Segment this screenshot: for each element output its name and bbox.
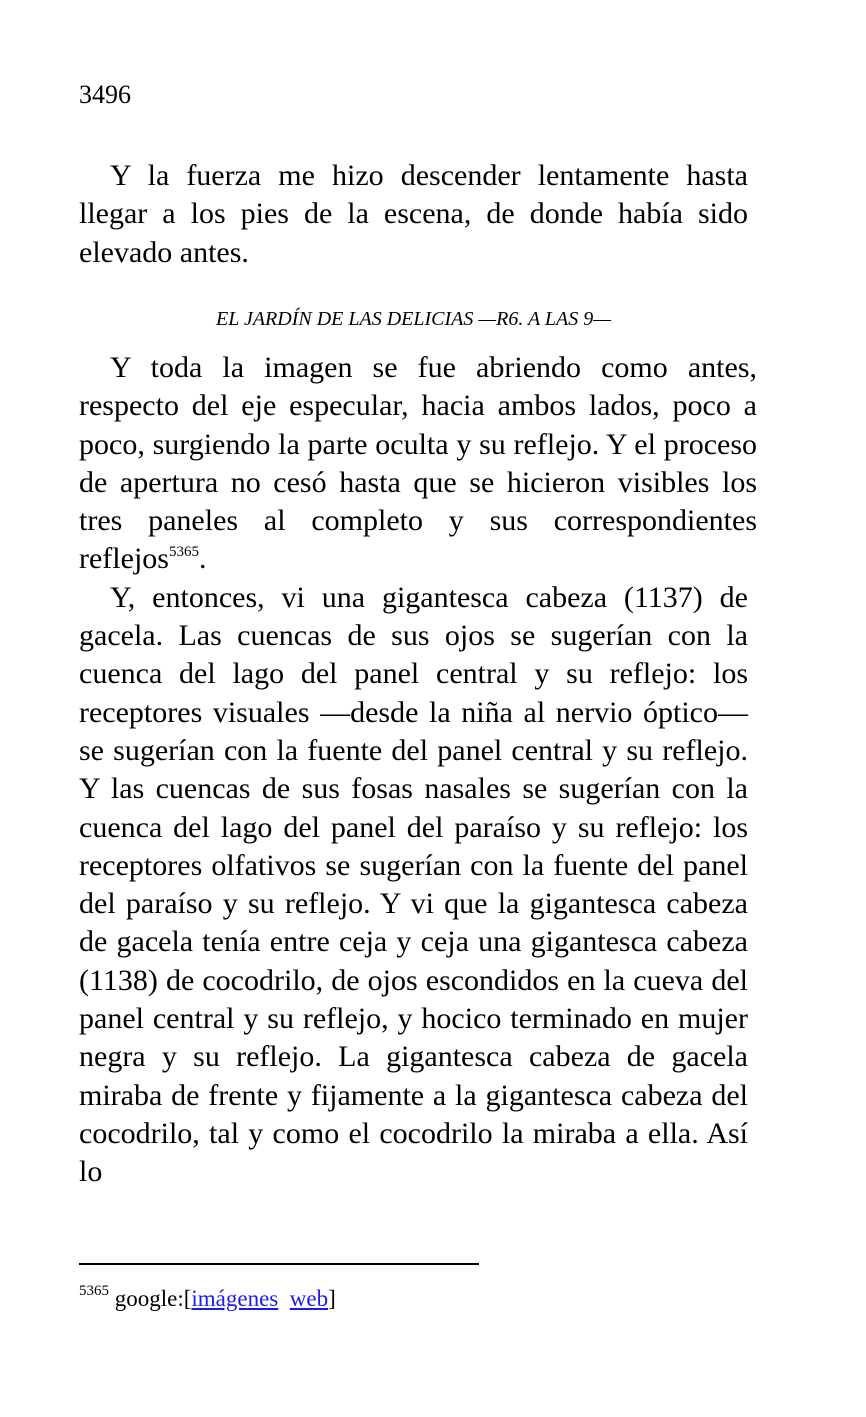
footnote-number: 5365 xyxy=(79,1283,109,1299)
footnote-reference: 5365 xyxy=(168,544,199,561)
text-block-main xyxy=(79,349,757,1192)
footnote-suffix: ] xyxy=(328,1286,336,1311)
footnote-prefix: google:[ xyxy=(114,1286,192,1311)
text-block-top xyxy=(79,157,748,272)
paragraph-opening-text: Y toda la imagen se fue abriendo como antes, respecto del eje especular, hacia ambos lados, poco a poco, surgiendo la parte oculta y su reflejo. Y el proceso de apertura no cesó hasta que se hicieron visibles los tres paneles al completo y sus correspondientes reflejos xyxy=(79,351,757,576)
images-link[interactable]: imágenes xyxy=(191,1286,279,1311)
web-link[interactable]: web xyxy=(289,1286,329,1311)
paragraph-descent: Y la fuerza me hizo descender lentamente hasta llegar a los pies de la escena, de donde había sido elevado antes. xyxy=(79,159,748,269)
footnote xyxy=(79,1284,336,1314)
footnote-divider xyxy=(79,1263,479,1265)
paragraph-opening xyxy=(79,349,757,579)
paragraph-gazelle: Y, entonces, vi una gigantesca cabeza (1137) de gacela. Las cuencas de sus ojos se sugerían con la cuenca del lago del panel central y su reflejo: los receptores visuales —desde la niña al nervio óptico— se sugerían con la fuente del panel central y su reflejo. Y las cuencas de sus fosas nasales se sugerían con la cuenca del lago del panel del paraíso y su reflejo: los receptores olfativos se sugerían con la fuente del panel del paraíso y su reflejo. Y vi que la gigantesca cabeza de gacela tenía entre ceja y ceja una gigantesca cabeza (1138) de cocodrilo, de ojos escondidos en la cueva del panel central y su reflejo, y hocico terminado en mujer negra y su reflejo. La gigantesca cabeza de gacela miraba de frente y fijamente a la gigantesca cabeza del cocodrilo, tal y como el cocodrilo la miraba a ella. Así lo xyxy=(79,580,748,1189)
paragraph-opening-end: . xyxy=(198,542,207,576)
section-heading: EL JARDÍN DE LAS DELICIAS —R6. A LAS 9— xyxy=(215,308,611,330)
page-number: 3496 xyxy=(79,80,131,109)
